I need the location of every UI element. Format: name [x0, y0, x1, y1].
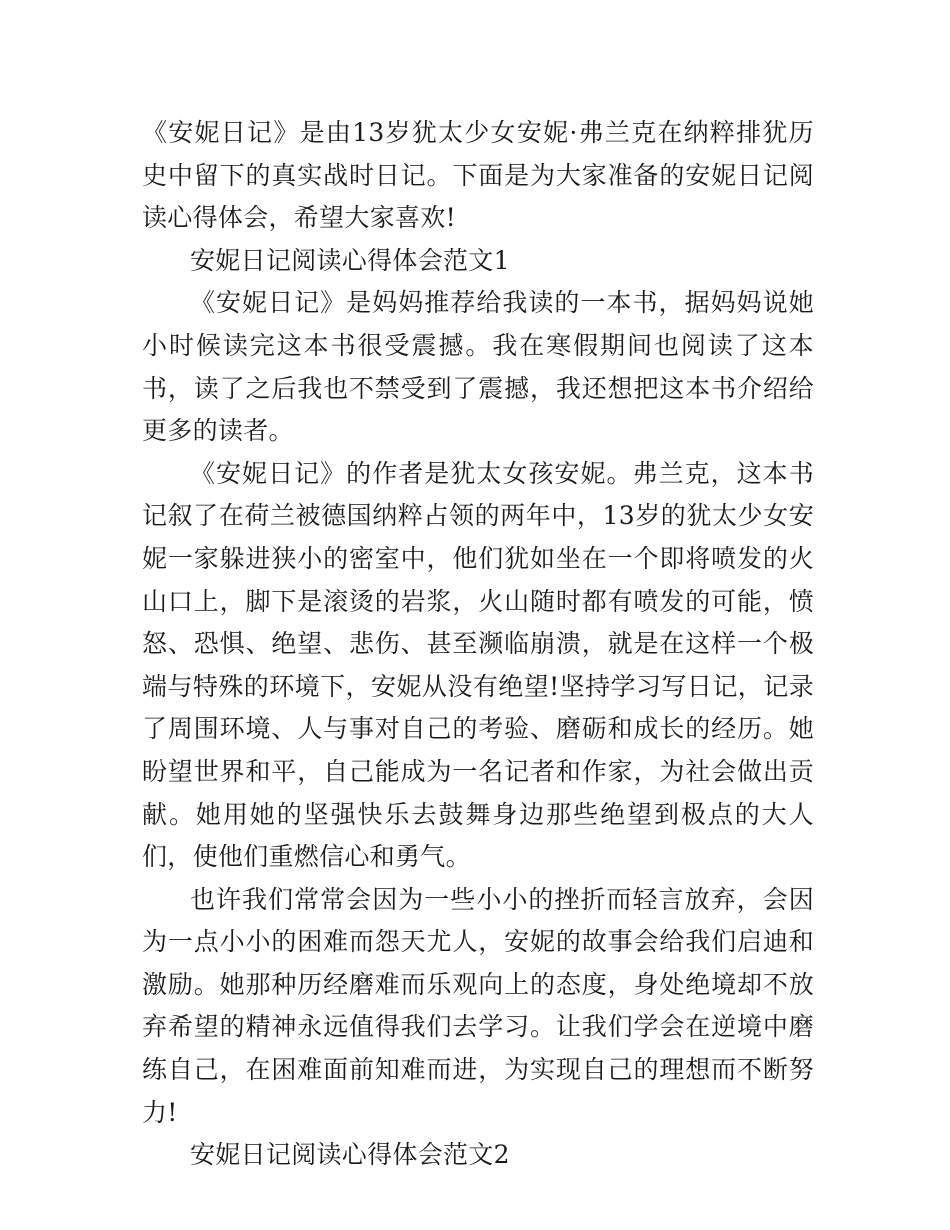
- body-paragraph: 《安妮日记》是妈妈推荐给我读的一本书，据妈妈说她小时候读完这本书很受震撼。我在寒假期间也阅读了这本书，读了之后我也不禁受到了震撼，我还想把这本书介绍给更多的读者。: [142, 288, 814, 446]
- intro-paragraph: 《安妮日记》是由13岁犹太少女安妮·弗兰克在纳粹排犹历史中留下的真实战时日记。下面是为大家准备的安妮日记阅读心得体会，希望大家喜欢!: [142, 118, 814, 233]
- body-paragraph: 《安妮日记》的作者是犹太女孩安妮。弗兰克，这本书记叙了在荷兰被德国纳粹占领的两年中，13岁的犹太少女安妮一家躲进狭小的密室中，他们犹如坐在一个即将喷发的火山口上，脚下是滚烫的岩浆，火山随时都有喷发的可能，愤怒、恐惧、绝望、悲伤、甚至濒临崩溃，就是在这样一个极端与特殊的环境下，安妮从没有绝望!坚持学习写日记，记录了周围环境、人与事对自己的考验、磨砺和成长的经历。她盼望世界和平，自己能成为一名记者和作家，为社会做出贡献。她用她的坚强快乐去鼓舞身边那些绝望到极点的大人们，使他们重燃信心和勇气。: [142, 458, 814, 872]
- section-heading-1: 安妮日记阅读心得体会范文1: [190, 245, 510, 275]
- body-paragraph: 也许我们常常会因为一些小小的挫折而轻言放弃，会因为一点小小的困难而怨天尤人，安妮的故事会给我们启迪和激励。她那种历经磨难而乐观向上的态度，身处绝境却不放弃希望的精神永远值得我们去学习。让我们学会在逆境中磨练自己，在困难面前知难而进，为实现自己的理想而不断努力!: [142, 884, 814, 1127]
- section-heading-2: 安妮日记阅读心得体会范文2: [190, 1140, 510, 1170]
- document-body: [142, 112, 814, 1177]
